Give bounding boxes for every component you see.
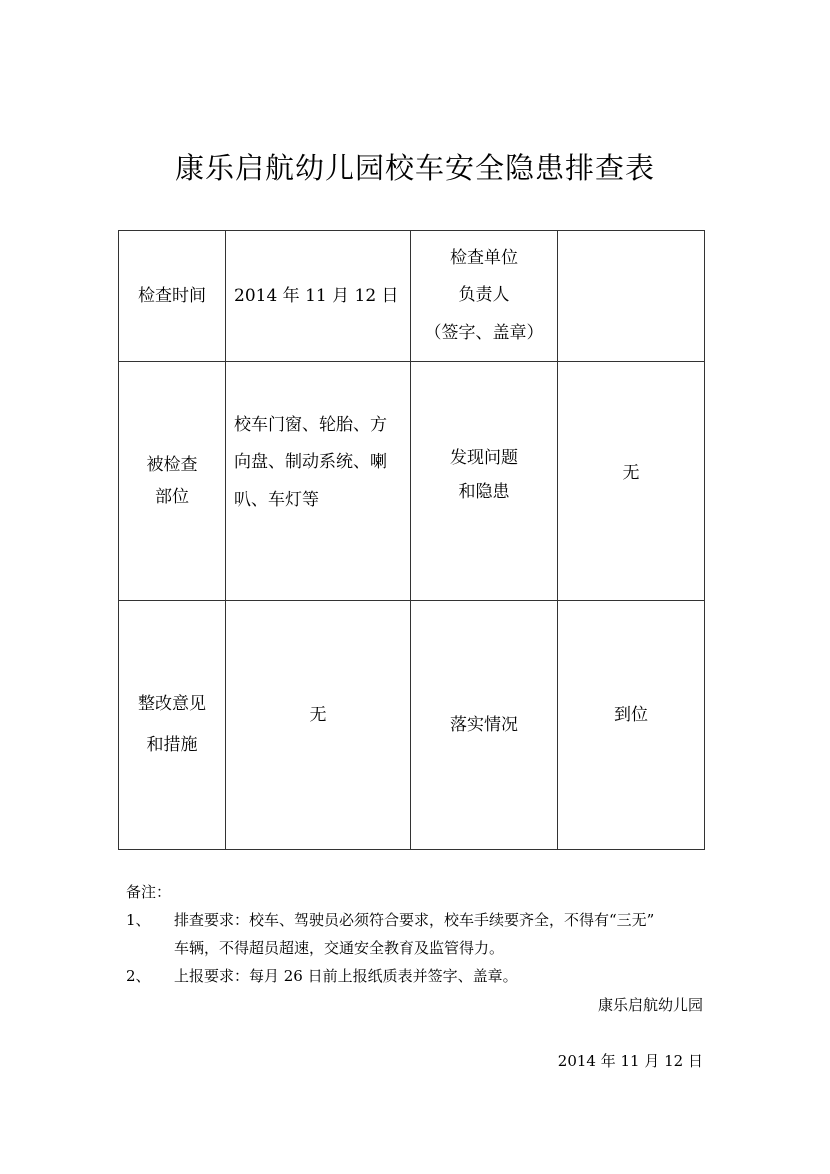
notes-heading: 备注：: [126, 883, 172, 901]
label-parts-line1: 被检查: [146, 454, 198, 475]
footer-date: 2014 年 11 月 12 日: [557, 1052, 703, 1070]
parts-line3: 叭、车灯等: [234, 489, 319, 510]
issue-label-line1: 发现问题: [450, 448, 518, 468]
cell-label-time: [119, 231, 226, 362]
label-time: 检查时间: [138, 285, 206, 306]
issue-label-line2: 和隐患: [458, 482, 510, 502]
note-line: 上报要求：每月 26 日前上报纸质表并签字、盖章。: [174, 967, 518, 985]
issue-value: 无: [622, 462, 640, 483]
impl-value: 到位: [614, 704, 648, 725]
parts-line1: 校车门窗、轮胎、方: [234, 414, 387, 435]
note-item: [126, 962, 716, 990]
cell-label-parts: [119, 362, 226, 601]
label-measures-line1: 整改意见: [138, 694, 206, 715]
impl-label: 落实情况: [450, 714, 518, 735]
cell-issue-label: [411, 362, 558, 601]
cell-impl-value: [558, 601, 705, 850]
parts-line2: 向盘、制动系统、喇: [234, 452, 387, 473]
cell-impl-label: [411, 601, 558, 850]
measures-value: 无: [309, 704, 327, 725]
cell-unit-signature: [558, 231, 705, 362]
cell-parts: [226, 362, 411, 601]
note-number: 2、: [126, 967, 151, 985]
table-row: [119, 231, 705, 362]
note-item: [126, 906, 716, 962]
label-parts-line2: 部位: [155, 487, 189, 507]
table-row: [119, 601, 705, 850]
cell-unit-label: [411, 231, 558, 362]
unit-label-line3: （签字、盖章）: [424, 322, 544, 343]
cell-label-measures: [119, 601, 226, 850]
inspection-date: 2014 年 11 月 12 日: [234, 285, 399, 306]
inspection-table: [118, 230, 705, 850]
notes-section: [126, 878, 716, 990]
cell-date: [226, 231, 411, 362]
note-line: 车辆，不得超员超速，交通安全教育及监管得力。: [174, 939, 505, 957]
table-row: [119, 362, 705, 601]
page-title: 康乐启航幼儿园校车安全隐患排查表: [174, 151, 655, 185]
unit-label-line1: 检查单位: [450, 247, 518, 268]
label-measures-line2: 和措施: [146, 735, 198, 755]
note-number: 1、: [126, 911, 151, 929]
note-line: 排查要求：校车、驾驶员必须符合要求，校车手续要齐全，不得有“三无”: [174, 911, 655, 929]
cell-issue-value: [558, 362, 705, 601]
unit-label-line2: 负责人: [458, 285, 510, 306]
signature: 康乐启航幼儿园: [597, 996, 703, 1014]
cell-measures: [226, 601, 411, 850]
